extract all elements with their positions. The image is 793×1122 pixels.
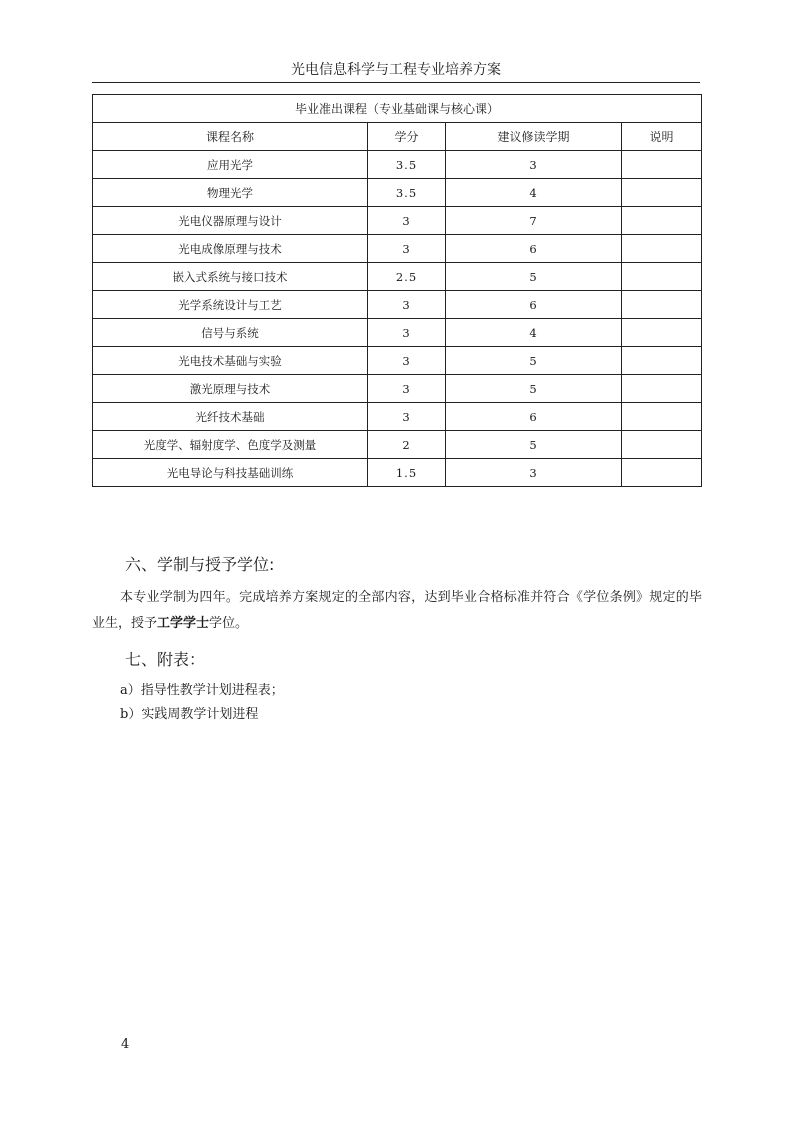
course-name-cell: 嵌入式系统与接口技术: [93, 263, 368, 291]
course-name-cell: 应用光学: [93, 151, 368, 179]
table-row: [93, 459, 702, 487]
credits-cell: 3: [368, 235, 446, 263]
table-row: [93, 235, 702, 263]
column-header-course-name: 课程名称: [93, 123, 368, 151]
section-7-heading: 七、附表：: [125, 650, 206, 669]
degree-name: 工学学士: [157, 616, 210, 631]
note-cell: [622, 263, 702, 291]
credits-cell: 2: [368, 431, 446, 459]
credits-cell: 3: [368, 375, 446, 403]
table-body: [93, 151, 702, 487]
appendix-item: b）实践周教学计划进程: [120, 707, 259, 722]
table-row: [93, 207, 702, 235]
note-cell: [622, 459, 702, 487]
table-row: [93, 431, 702, 459]
table-caption: 毕业准出课程（专业基础课与核心课）: [93, 95, 702, 123]
column-header-credits: 学分: [368, 123, 446, 151]
table-row: [93, 151, 702, 179]
credits-cell: 3.5: [368, 179, 446, 207]
course-name-cell: 光电技术基础与实验: [93, 347, 368, 375]
semester-cell: 6: [446, 235, 622, 263]
course-name-cell: 光纤技术基础: [93, 403, 368, 431]
course-name-cell: 光电仪器原理与设计: [93, 207, 368, 235]
credits-cell: 3: [368, 403, 446, 431]
credits-cell: 3.5: [368, 151, 446, 179]
course-name-cell: 激光原理与技术: [93, 375, 368, 403]
table-row: [93, 375, 702, 403]
table-header-row: [93, 123, 702, 151]
credits-cell: 2.5: [368, 263, 446, 291]
column-header-semester: 建议修读学期: [446, 123, 622, 151]
credits-cell: 1.5: [368, 459, 446, 487]
graduation-courses-table: [92, 94, 702, 487]
course-name-cell: 光度学、辐射度学、色度学及测量: [93, 431, 368, 459]
table-row: [93, 403, 702, 431]
note-cell: [622, 375, 702, 403]
table-caption-row: [93, 95, 702, 123]
note-cell: [622, 431, 702, 459]
credits-cell: 3: [368, 319, 446, 347]
course-name-cell: 信号与系统: [93, 319, 368, 347]
semester-cell: 4: [446, 179, 622, 207]
course-name-cell: 物理光学: [93, 179, 368, 207]
note-cell: [622, 151, 702, 179]
semester-cell: 5: [446, 263, 622, 291]
note-cell: [622, 291, 702, 319]
credits-cell: 3: [368, 207, 446, 235]
section-6-paragraph: [92, 585, 702, 637]
note-cell: [622, 179, 702, 207]
degree-text-before: 本专业学制为四年。完成培养方案规定的全部内容，达到毕业合格标准并符合《学位条例》规定的毕业生，授予: [92, 590, 702, 631]
header-rule: [92, 82, 700, 83]
semester-cell: 5: [446, 431, 622, 459]
table-row: [93, 319, 702, 347]
semester-cell: 7: [446, 207, 622, 235]
column-header-note: 说明: [622, 123, 702, 151]
semester-cell: 6: [446, 403, 622, 431]
note-cell: [622, 207, 702, 235]
course-name-cell: 光电成像原理与技术: [93, 235, 368, 263]
semester-cell: 5: [446, 375, 622, 403]
page-number: 4: [121, 1037, 130, 1052]
table-row: [93, 263, 702, 291]
credits-cell: 3: [368, 347, 446, 375]
degree-text-after: 学位。: [209, 616, 249, 631]
semester-cell: 5: [446, 347, 622, 375]
note-cell: [622, 235, 702, 263]
credits-cell: 3: [368, 291, 446, 319]
note-cell: [622, 319, 702, 347]
semester-cell: 3: [446, 151, 622, 179]
table-row: [93, 291, 702, 319]
semester-cell: 4: [446, 319, 622, 347]
semester-cell: 3: [446, 459, 622, 487]
appendix-item: a）指导性教学计划进程表；: [120, 683, 284, 698]
semester-cell: 6: [446, 291, 622, 319]
note-cell: [622, 403, 702, 431]
course-name-cell: 光电导论与科技基础训练: [93, 459, 368, 487]
course-name-cell: 光学系统设计与工艺: [93, 291, 368, 319]
table-row: [93, 179, 702, 207]
section-6-heading: 六、学制与授予学位:: [125, 555, 275, 574]
note-cell: [622, 347, 702, 375]
running-header: 光电信息科学与工程专业培养方案: [291, 62, 501, 78]
table-row: [93, 347, 702, 375]
